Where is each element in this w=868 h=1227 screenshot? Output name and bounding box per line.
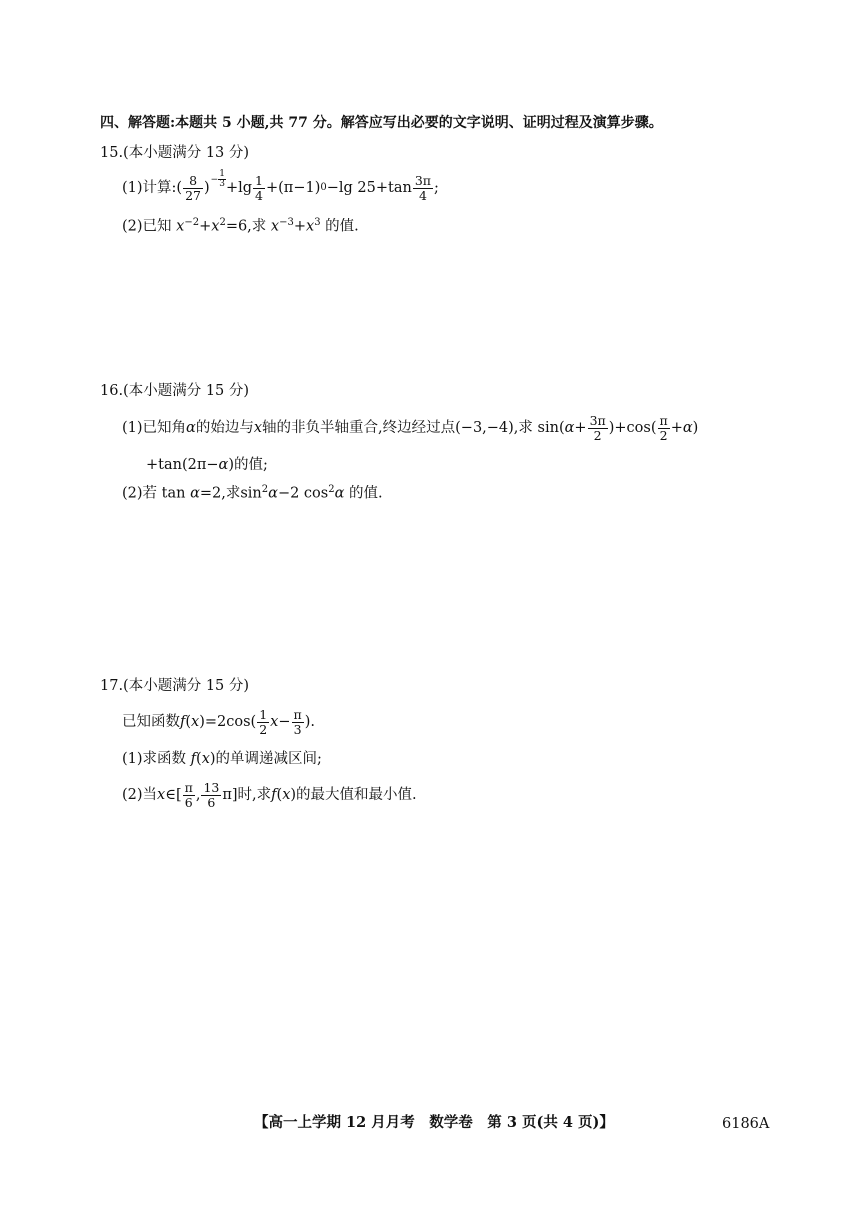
fraction-3pi-4: $\frac{3\pi}{4}$ (414, 173, 431, 203)
q16-part1: (1)已知角 α 的始边与 x 轴的非负半轴重合,终边经过点(−3,−4),求 sin( α + $\frac{3\pi}{2}$ )+cos( $\frac{\pi}{2}$ + α ) (122, 413, 699, 443)
q17-part1: (1)求函数 f(x)的单调递减区间; (122, 751, 322, 767)
q15-part2: (2)已知 $x^{-2}+x^2=6$,求 $x^{-3}+x^3$ 的值. (122, 217, 359, 235)
q16-part1-continued: +tan(2π−α)的值; (146, 457, 268, 473)
exam-code: 6186A (722, 1116, 770, 1132)
exponent-minus-one-third: − $\frac{1}{3}$ (210, 169, 225, 189)
section-header: 四、解答题:本题共 5 小题,共 77 分。解答应写出必要的文字说明、证明过程及演算步骤。 (100, 115, 663, 131)
q15-part1: (1)计算:( $\frac{8}{27}$ ) − $\frac{1}{3}$ +lg $\frac{1}{4}$ +(π−1) 0 −lg 25+tan $\frac{3\pi}{4}$ ; (122, 169, 439, 203)
q16-part2: (2)若 tan α=2,求$\sin^2\alpha-2$ $\cos^2\alpha$ 的值. (122, 484, 383, 502)
fraction-8-27: $\frac{8}{27}$ (185, 173, 201, 203)
page-footer: 【高一上学期 12 月月考 数学卷 第 3 页(共 4 页)】 (254, 1114, 614, 1131)
fraction-3pi-2: $\frac{3\pi}{2}$ (589, 413, 606, 443)
q17-intro: 已知函数 f ( x )=2cos( $\frac{1}{2}$ x − $\frac{\pi}{3}$ ). (122, 707, 316, 737)
fraction-1-2: $\frac{1}{2}$ (259, 707, 268, 737)
fraction-1-4: $\frac{1}{4}$ (255, 173, 263, 203)
fraction-pi-3: $\frac{\pi}{3}$ (293, 707, 302, 737)
q16-heading: 16.(本小题满分 15 分) (100, 383, 250, 399)
q17-heading: 17.(本小题满分 15 分) (100, 678, 250, 694)
q17-part2: (2)当 x ∈[ $\frac{\pi}{6}$ , $\frac{13}{6}$ π]时,求 f ( x )的最大值和最小值. (122, 780, 417, 810)
fraction-pi-6: $\frac{\pi}{6}$ (184, 780, 193, 810)
fraction-pi-2: $\frac{\pi}{2}$ (659, 413, 668, 443)
fraction-13-6: $\frac{13}{6}$ (203, 780, 220, 810)
q15-p1-label: (1)计算:( (122, 179, 183, 196)
q15-heading: 15.(本小题满分 13 分) (100, 145, 250, 161)
